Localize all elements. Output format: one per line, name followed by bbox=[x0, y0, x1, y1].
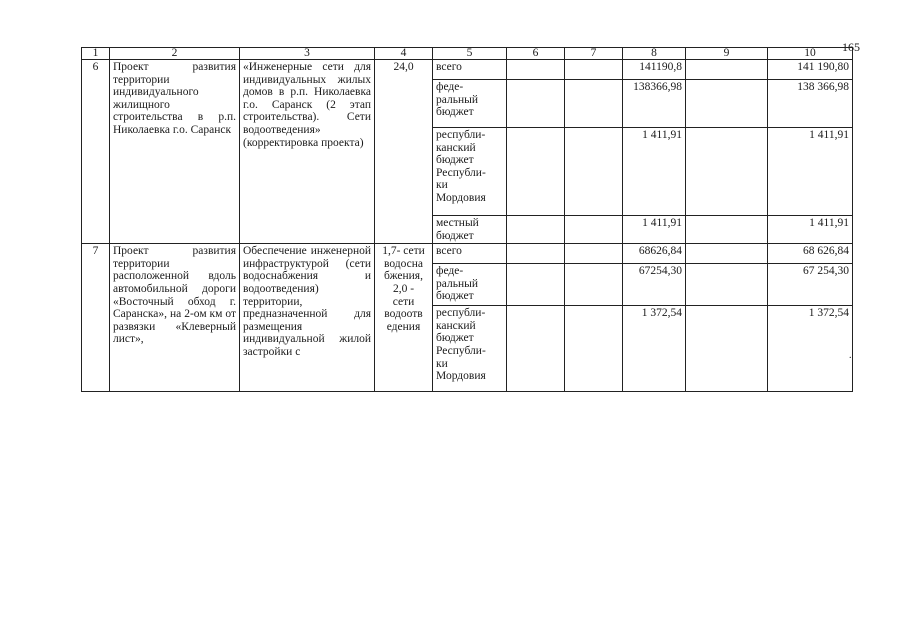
empty-cell-col6 bbox=[507, 216, 565, 244]
amount-cell-col8: 141190,8 bbox=[623, 60, 686, 80]
funding-source-cell: всего bbox=[433, 244, 507, 264]
header-cell: 9 bbox=[686, 48, 768, 60]
funding-source-cell: республи- канский бюджет Республи- ки Мордовия bbox=[433, 306, 507, 392]
empty-cell-col9 bbox=[686, 306, 768, 392]
header-cell: 2 bbox=[110, 48, 240, 60]
project-name-cell: Проект развития территории расположенной вдоль автомобильной дороги «Восточный обход г. Саранска», на 2-ом км от развязки «Клеверный лист», bbox=[110, 244, 240, 392]
amount-cell-col8: 67254,30 bbox=[623, 264, 686, 306]
empty-cell-col9 bbox=[686, 264, 768, 306]
empty-cell-col7 bbox=[565, 306, 623, 392]
amount-cell-col8: 68626,84 bbox=[623, 244, 686, 264]
row-number-cell: 7 bbox=[82, 244, 110, 392]
capacity-cell: 1,7- сети водосна бжения, 2,0 - сети водоотв едения bbox=[375, 244, 433, 392]
header-cell: 6 bbox=[507, 48, 565, 60]
project-name-cell: Проект развития территории индивидуального жилищного строительства в р.п. Николаевка г.о. Саранск bbox=[110, 60, 240, 244]
capacity-cell: 24,0 bbox=[375, 60, 433, 244]
amount-cell-col10: 1 411,91 bbox=[768, 128, 853, 216]
empty-cell-col6 bbox=[507, 80, 565, 128]
amount-cell-col8: 138366,98 bbox=[623, 80, 686, 128]
amount-cell-col8: 1 411,91 bbox=[623, 128, 686, 216]
empty-cell-col9 bbox=[686, 244, 768, 264]
amount-cell-col10: 1 372,54 bbox=[768, 306, 853, 392]
empty-cell-col6 bbox=[507, 244, 565, 264]
empty-cell-col7 bbox=[565, 128, 623, 216]
header-cell: 5 bbox=[433, 48, 507, 60]
empty-cell-col9 bbox=[686, 80, 768, 128]
amount-cell-col8: 1 372,54 bbox=[623, 306, 686, 392]
empty-cell-col7 bbox=[565, 244, 623, 264]
table-row bbox=[82, 244, 853, 264]
funding-source-cell: феде- ральный бюджет bbox=[433, 264, 507, 306]
amount-cell-col10: 1 411,91 bbox=[768, 216, 853, 244]
empty-cell-col6 bbox=[507, 60, 565, 80]
page-number: 165 bbox=[842, 40, 860, 54]
table-body bbox=[82, 60, 853, 392]
empty-cell-col6 bbox=[507, 306, 565, 392]
empty-cell-col7 bbox=[565, 264, 623, 306]
empty-cell-col7 bbox=[565, 80, 623, 128]
object-description-cell: Обеспечение инженерной инфраструктурой (сети водоснабжения и водоотведения) территории, предназначенной для размещения индивидуальной жилой застройки с bbox=[240, 244, 375, 392]
funding-source-cell: республи- канский бюджет Республи- ки Мордовия bbox=[433, 128, 507, 216]
amount-cell-col10: 67 254,30 bbox=[768, 264, 853, 306]
object-description-cell: «Инженерные сети для индивидуальных жилых домов в р.п. Николаевка г.о. Саранск (2 этап строительства). Сети водоотведения» (корректировка проекта) bbox=[240, 60, 375, 244]
empty-cell-col6 bbox=[507, 264, 565, 306]
header-cell: 4 bbox=[375, 48, 433, 60]
funding-source-cell: всего bbox=[433, 60, 507, 80]
funding-source-cell: феде- ральный бюджет bbox=[433, 80, 507, 128]
header-row bbox=[82, 48, 853, 60]
empty-cell-col7 bbox=[565, 216, 623, 244]
empty-cell-col6 bbox=[507, 128, 565, 216]
funding-source-cell: местный бюджет bbox=[433, 216, 507, 244]
amount-cell-col10: 68 626,84 bbox=[768, 244, 853, 264]
margin-mark: . bbox=[849, 350, 852, 361]
header-cell: 3 bbox=[240, 48, 375, 60]
empty-cell-col9 bbox=[686, 216, 768, 244]
header-cell: 7 bbox=[565, 48, 623, 60]
header-cell: 8 bbox=[623, 48, 686, 60]
empty-cell-col9 bbox=[686, 60, 768, 80]
amount-cell-col10: 141 190,80 bbox=[768, 60, 853, 80]
amount-cell-col10: 138 366,98 bbox=[768, 80, 853, 128]
row-number-cell: 6 bbox=[82, 60, 110, 244]
empty-cell-col7 bbox=[565, 60, 623, 80]
budget-table-container bbox=[81, 47, 852, 410]
header-cell: 10 bbox=[768, 48, 853, 60]
table-row bbox=[82, 60, 853, 80]
amount-cell-col8: 1 411,91 bbox=[623, 216, 686, 244]
header-cell: 1 bbox=[82, 48, 110, 60]
empty-cell-col9 bbox=[686, 128, 768, 216]
budget-table bbox=[81, 47, 853, 392]
